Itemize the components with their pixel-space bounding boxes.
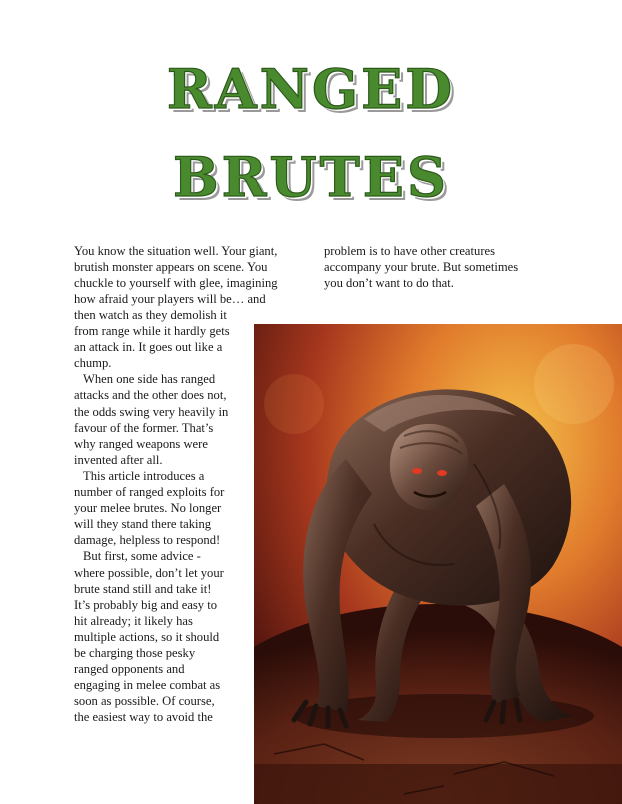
article-line: problem is to have other creatures bbox=[324, 244, 495, 258]
article-line: damage, helpless to respond! bbox=[74, 533, 221, 548]
article-line: But first, some advice - bbox=[83, 549, 201, 564]
article-line: ranged opponents and bbox=[74, 662, 185, 677]
article-line: hit already; it likely has bbox=[74, 613, 193, 628]
article-line: It’s probably big and easy to bbox=[74, 597, 218, 612]
article-column-left-narrow bbox=[74, 307, 252, 725]
article-line: soon as possible. Of course, bbox=[74, 694, 215, 709]
article-line: then watch as they demolish it bbox=[74, 308, 227, 322]
article-line: will they stand there taking bbox=[74, 517, 212, 532]
article-line: why ranged weapons were bbox=[74, 436, 208, 451]
article-line: from range while it hardly gets bbox=[74, 324, 230, 339]
article-line: how afraid your players will be… and bbox=[74, 292, 266, 307]
article-line: engaging in melee combat as bbox=[74, 678, 221, 693]
article-line: where possible, don’t let your bbox=[74, 565, 224, 580]
article-line: brutish monster appears on scene. You bbox=[74, 260, 268, 275]
title-line-1: RANGED bbox=[166, 57, 456, 121]
article-line: chuckle to yourself with glee, imagining bbox=[74, 276, 278, 291]
article-line: You know the situation well. Your giant, bbox=[74, 244, 278, 258]
article-line: This article introduces a bbox=[83, 468, 205, 483]
article-line: favour of the former. That’s bbox=[74, 420, 214, 435]
article-line: When one side has ranged bbox=[83, 372, 216, 387]
article-line: an attack in. It goes out like a bbox=[74, 340, 223, 355]
article-line: your melee brutes. No longer bbox=[74, 501, 222, 516]
article-line: you don’t want to do that. bbox=[324, 276, 454, 291]
article-column-left-top bbox=[74, 243, 304, 307]
article-line: brute stand still and take it! bbox=[74, 581, 212, 596]
brute-monster-illustration bbox=[254, 324, 622, 804]
title-line-2: BRUTES bbox=[173, 145, 449, 209]
article-line: number of ranged exploits for bbox=[74, 485, 225, 500]
article-line: invented after all. bbox=[74, 452, 163, 467]
article-line: the odds swing very heavily in bbox=[74, 404, 229, 419]
article-line: chump. bbox=[74, 356, 112, 371]
article-column-right bbox=[324, 243, 574, 291]
article-line: the easiest way to avoid the bbox=[74, 710, 213, 725]
article-line: multiple actions, so it should bbox=[74, 629, 220, 644]
article-line: accompany your brute. But sometimes bbox=[324, 260, 519, 275]
article-line: be charging those pesky bbox=[74, 645, 196, 660]
article-line: attacks and the other does not, bbox=[74, 388, 227, 403]
